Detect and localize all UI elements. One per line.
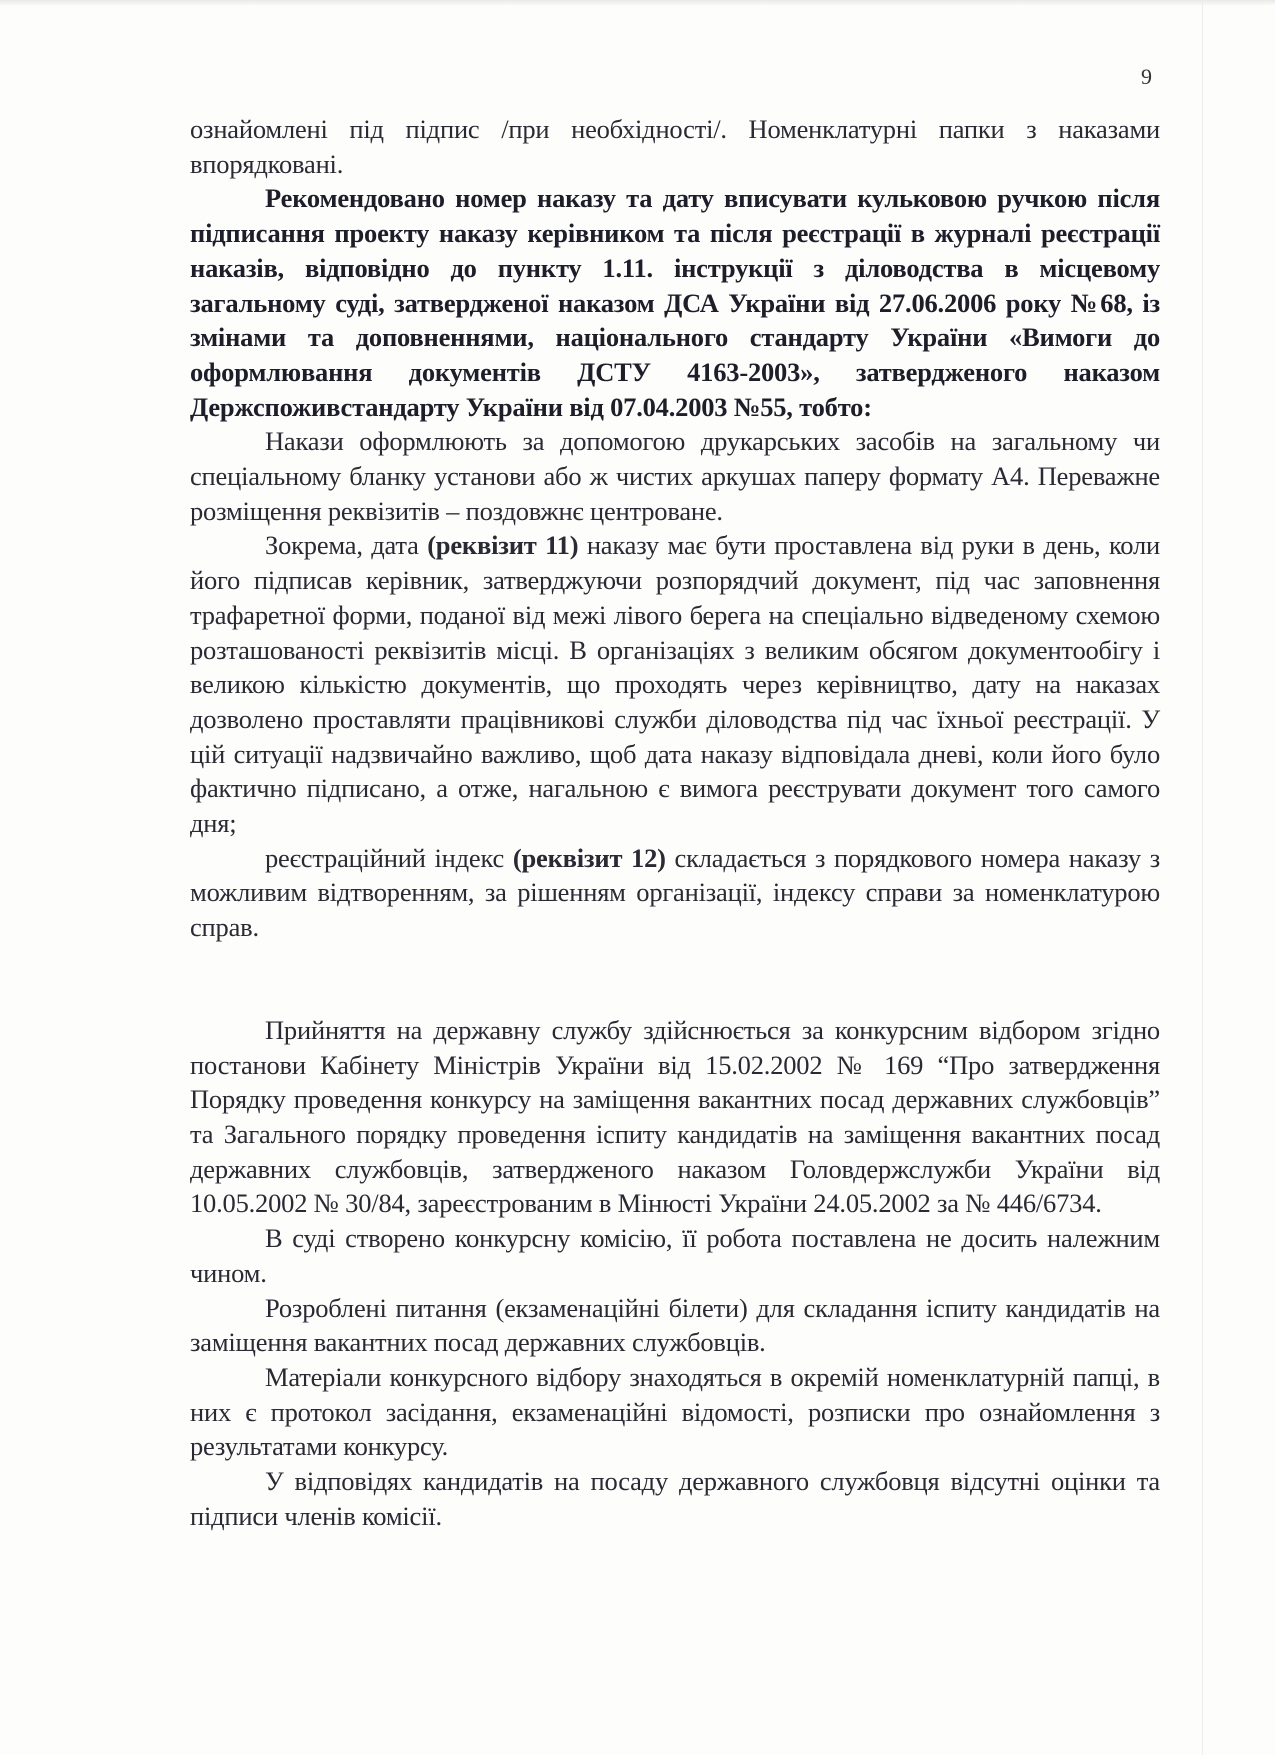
paragraph-candidate-answers: У відповідях кандидатів на посаду державного службовця відсутні оцінки та підписи членів комісії. — [190, 1466, 1160, 1531]
requisite-11-label: (реквізит 11) — [427, 530, 579, 561]
date-requisite-text-after: наказу має бути проставлена від руки в день, коли його підписав керівник, затверджуючи розпорядчий документ, під час заповнення трафаретної форми, поданої від межі лівого берега на спеціально відведеному схемою розташованості реквізитів місці. В організаціях з великим обсягом документообігу і великою кількістю документів, що проходять через керівництво, дату на наказах дозволено проставляти працівникові служби діловодства під час їхньої реєстрації. У цій ситуації надзвичайно важливо, щоб дата наказу відповідала дневі, коли його було фактично підписано, а отже, нагальною є вимога реєструвати документ того самого дня; — [190, 530, 1160, 839]
scan-top-edge — [0, 0, 1275, 6]
paragraph-date-requisite — [190, 528, 1160, 840]
paragraph-registration-index — [190, 841, 1160, 945]
paragraph-civil-service-hiring: Прийняття на державну службу здійснюється за конкурсним відбором згідно постанови Кабінету Міністрів України від 15.02.2002 № 169 “Про затвердження Порядку проведення конкурсу на заміщення вакантних посад державних службовців” та Загального порядку проведення іспиту кандидатів на заміщення вакантних посад державних службовців, затвердженого наказом Головдержслужби України від 10.05.2002 № 30/84, зареєстрованим в Мінюсті України 24.05.2002 за № 446/6734. — [190, 1014, 1160, 1219]
requisite-12-label: (реквізит 12) — [512, 842, 666, 873]
paragraph-recommendation: Рекомендовано номер наказу та дату вписувати кульковою ручкою після підписання проекту наказу керівником та після реєстрації в журналі реєстрації наказів, відповідно до пункту 1.11. інструкції з діловодства в місцевому загальному суді, затвердженої наказом ДСА України від 27.06.2006 року №68, із змінами та доповненнями, національного стандарту України «Вимоги до оформлювання документів ДСТУ 4163-2003», затвердженого наказом Держспоживстандарту України від 07.04.2003 №55, тобто: — [190, 183, 1160, 422]
registration-index-text-before: реєстраційний індекс — [265, 842, 513, 873]
paragraph-competition-materials: Матеріали конкурсного відбору знаходяться в окремій номенклатурній папці, в них є протокол засідання, екзаменаційні відомості, розписки про ознайомлення з результатами конкурсу. — [190, 1361, 1160, 1462]
section-gap — [190, 945, 1160, 1013]
paragraph-orders-folders: ознайомлені під підпис /при необхідності/. Номенклатурні папки з наказами впорядковані. — [190, 114, 1160, 179]
registration-index-text-after: складається з порядкового номера наказу з можливим відтворенням, за рішенням організації, індексу справи за номенклатурою справ. — [190, 842, 1160, 943]
paragraph-order-format: Накази оформлюють за допомогою друкарських засобів на загальному чи спеціальному бланку установи або ж чистих аркушах паперу формату А4. Переважне розміщення реквізитів – поздовжнє центроване. — [190, 426, 1160, 526]
scan-page-edge — [1202, 0, 1203, 1755]
paragraph-competition-commission: В суді створено конкурсну комісію, її робота поставлена не досить належним чином. — [190, 1223, 1160, 1288]
date-requisite-text-before: Зокрема, дата — [265, 530, 428, 561]
page-number: 9 — [1141, 64, 1152, 89]
document-body — [190, 112, 1160, 1533]
paragraph-exam-questions: Розроблені питання (екзаменаційні білети) для складання іспиту кандидатів на заміщення вакантних посад державних службовців. — [190, 1292, 1160, 1358]
